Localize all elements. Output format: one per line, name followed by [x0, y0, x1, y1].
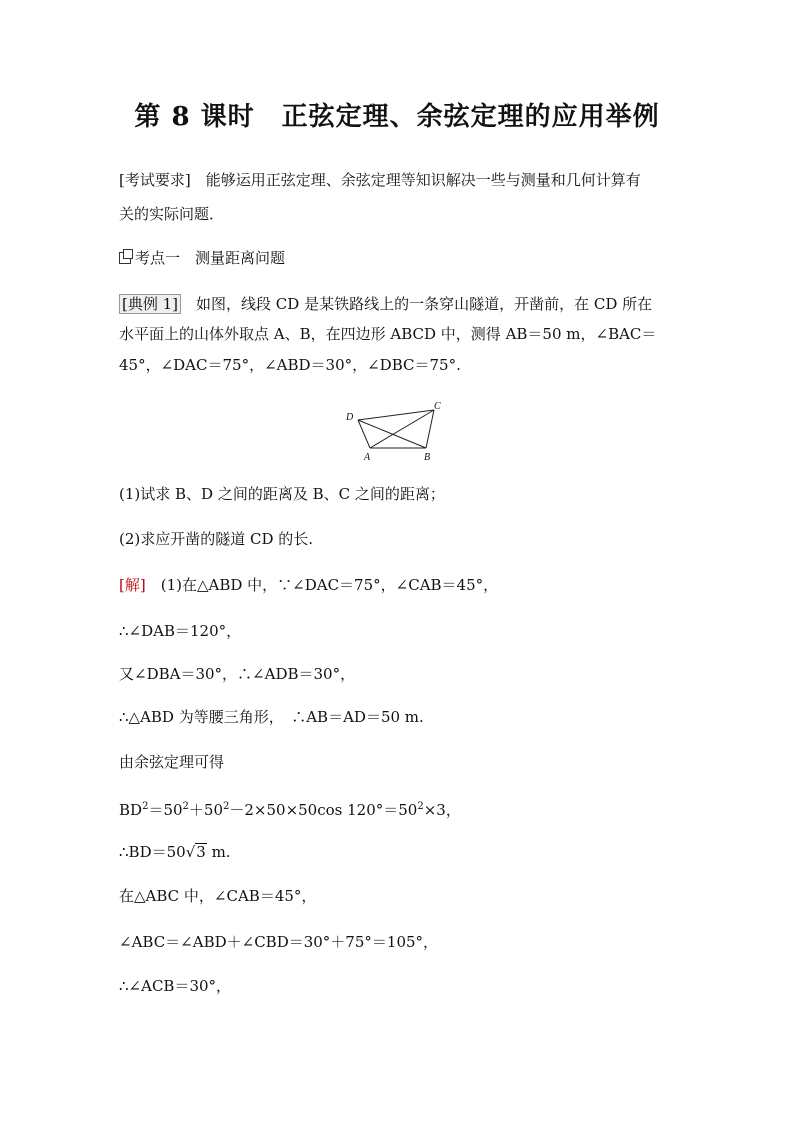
formula-part: ＋50 — [188, 801, 223, 819]
label-A: A — [364, 452, 371, 463]
section-icon — [119, 252, 131, 264]
section-heading — [119, 248, 285, 268]
edge-DC — [358, 410, 434, 420]
label-B: B — [424, 452, 431, 463]
example-tag: [典例 1] — [119, 294, 181, 314]
requirement-line-2: 关的实际问题． — [119, 205, 225, 223]
formula-exponent: 2 — [417, 801, 424, 812]
formula-part: ∴BD＝50 — [119, 843, 186, 861]
sqrt-radicand: 3 — [196, 843, 206, 861]
solution-tag: [解] — [119, 576, 146, 594]
example-line-3: 45°，∠DAC＝75°，∠ABD＝30°，∠DBC＝75°. — [119, 356, 461, 374]
example-line-1 — [119, 294, 652, 314]
solution-line-1 — [119, 575, 498, 595]
formula-part: ×3， — [423, 801, 461, 819]
solution-text-1: (1)在△ABD 中，∵∠DAC＝75°，∠CAB＝45°， — [145, 576, 499, 594]
label-C: C — [434, 401, 441, 412]
quadrilateral-figure — [340, 398, 450, 464]
solution-line-8: 在△ABC 中，∠CAB＝45°， — [119, 887, 317, 905]
solution-line-10: ∴∠ACB＝30°， — [119, 977, 232, 995]
page-title: 第 8 课时 正弦定理、余弦定理的应用举例 — [134, 102, 660, 132]
solution-line-2: ∴∠DAB＝120°， — [119, 622, 242, 640]
requirement-text-1: 能够运用正弦定理、余弦定理等知识解决一些与测量和几何计算有 — [190, 171, 641, 189]
edge-CB — [426, 410, 434, 448]
question-1: (1)试求 B、D 之间的距离及 B、C 之间的距离； — [119, 485, 445, 503]
section-label: 考点一 测量距离问题 — [135, 249, 286, 267]
formula-part: m. — [206, 843, 231, 861]
formula-exponent: 2 — [182, 801, 189, 812]
solution-line-7 — [119, 842, 231, 862]
formula-exponent: 2 — [142, 801, 149, 812]
solution-line-9: ∠ABC＝∠ABD＋∠CBD＝30°＋75°＝105°， — [119, 933, 439, 951]
requirement-tag: [考试要求] — [119, 171, 191, 189]
example-line-2: 水平面上的山体外取点 A、B，在四边形 ABCD 中，测得 AB＝50 m，∠BAC＝ — [119, 325, 657, 343]
formula-exponent: 2 — [223, 801, 230, 812]
label-D: D — [346, 412, 354, 423]
solution-line-5: 由余弦定理可得 — [119, 753, 225, 771]
formula-part: －2×50×50cos 120°＝50 — [229, 801, 418, 819]
solution-line-6 — [119, 797, 461, 820]
question-2: (2)求应开凿的隧道 CD 的长. — [119, 530, 314, 548]
requirement-line-1 — [119, 170, 641, 190]
solution-line-3: 又∠DBA＝30°，∴∠ADB＝30°， — [119, 665, 356, 683]
formula-part: BD — [119, 801, 143, 819]
sqrt-icon: √ — [185, 843, 196, 861]
formula-part: ＝50 — [148, 801, 183, 819]
solution-line-4: ∴△ABD 为等腰三角形， ∴AB＝AD＝50 m. — [119, 708, 424, 726]
example-text-1: 如图，线段 CD 是某铁路线上的一条穿山隧道，开凿前，在 CD 所在 — [181, 295, 653, 313]
